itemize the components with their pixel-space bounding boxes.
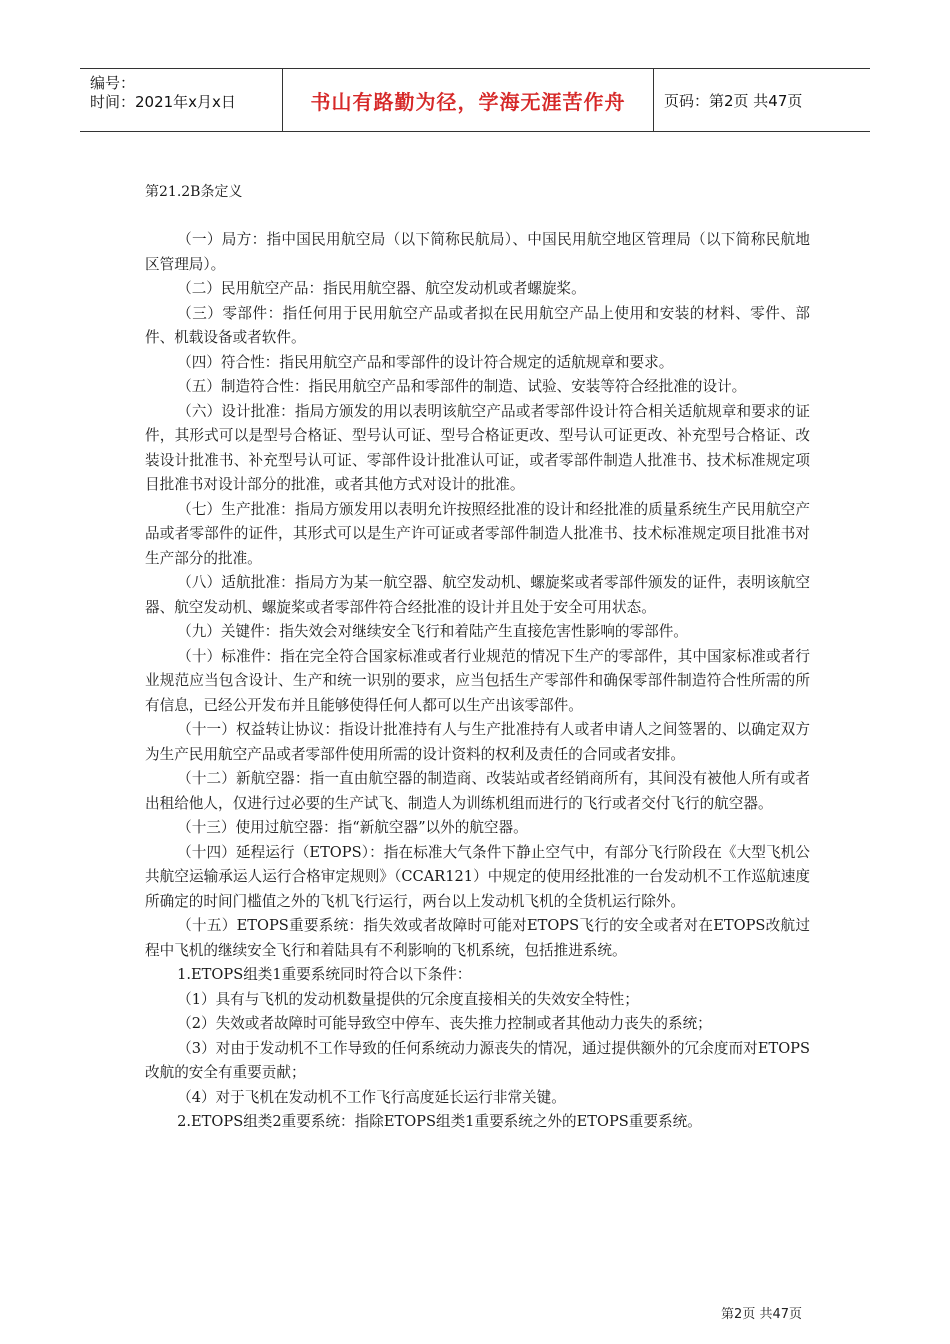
paragraph: （六）设计批准：指局方颁发的用以表明该航空产品或者零部件设计符合相关适航规章和要求的证件，其形式可以是型号合格证、型号认可证、型号合格证更改、型号认可证更改、补充型号合格证、改装设计批准书、补充型号认可证、零部件设计批准认可证，或者零部件制造人批准书、技术标准规定项目批准书对设计部分的批准，或者其他方式对设计的批准。 [145, 402, 810, 493]
motto: 书山有路勤为径，学海无涯苦作舟 [310, 89, 626, 114]
paragraph: （一）局方：指中国民用航空局（以下简称民航局）、中国民用航空地区管理局（以下简称民航地区管理局）。 [145, 231, 810, 273]
paragraph: （七）生产批准：指局方颁发用以表明允许按照经批准的设计和经批准的质量系统生产民用航空产品或者零部件的证件，其形式可以是生产许可证或者零部件制造人批准书、技术标准规定项目批准书对生产部分的批准。 [145, 500, 810, 567]
paragraph: （十）标准件：指在完全符合国家标准或者行业规范的情况下生产的零部件，其中国家标准或者行业规范应当包含设计、生产和统一识别的要求，应当包括生产零部件和确保零部件制造符合性所需的所有信息，已经公开发布并且能够使得任何人都可以生产出该零部件。 [145, 647, 810, 714]
header-motto-cell [282, 69, 654, 131]
paragraph: （4）对于飞机在发动机不工作飞行高度延长运行非常关键。 [177, 1088, 566, 1106]
paragraph: （3）对由于发动机不工作导致的任何系统动力源丧失的情况，通过提供额外的冗余度而对ETOPS改航的安全有重要贡献； [145, 1039, 810, 1081]
paragraph: （十五）ETOPS重要系统：指失效或者故障时可能对ETOPS飞行的安全或者对在ETOPS改航过程中飞机的继续安全飞行和着陆具有不利影响的飞机系统，包括推进系统。 [145, 917, 810, 959]
page-number: 页码：第2页 共47页 [664, 91, 803, 110]
paragraph: 1.ETOPS组类1重要系统同时符合以下条件： [177, 966, 472, 983]
paragraph: （二）民用航空产品：指民用航空器、航空发动机或者螺旋桨。 [177, 280, 586, 297]
paragraph: （三）零部件：指任何用于民用航空产品或者拟在民用航空产品上使用和安装的材料、零件、部件、机载设备或者软件。 [145, 304, 810, 346]
page-header [80, 68, 870, 132]
paragraph: （十三）使用过航空器：指“新航空器”以外的航空器。 [177, 819, 528, 836]
document-number: 编号： [90, 74, 136, 92]
paragraph: （十二）新航空器：指一直由航空器的制造商、改装站或者经销商所有，其间没有被他人所有或者出租给他人，仅进行过必要的生产试飞、制造人为训练机组而进行的飞行或者交付飞行的航空器。 [145, 770, 810, 812]
page-footer: 第2页 共47页 [721, 1307, 802, 1322]
paragraph: （1）具有与飞机的发动机数量提供的冗余度直接相关的失效安全特性； [177, 990, 639, 1008]
paragraph: （九）关键件：指失效会对继续安全飞行和着陆产生直接危害性影响的零部件。 [177, 623, 688, 640]
paragraph: （十一）权益转让协议：指设计批准持有人与生产批准持有人或者申请人之间签署的、以确定双方为生产民用航空产品或者零部件使用所需的设计资料的权利及责任的合同或者安排。 [145, 721, 810, 763]
header-meta [80, 69, 282, 131]
document-date: 时间：2021年x月x日 [90, 93, 236, 111]
paragraph: （2）失效或者故障时可能导致空中停车、丧失推力控制或者其他动力丧失的系统； [177, 1015, 712, 1032]
paragraph: （八）适航批准：指局方为某一航空器、航空发动机、螺旋桨或者零部件颁发的证件，表明该航空器、航空发动机、螺旋桨或者零部件符合经批准的设计并且处于安全可用状态。 [145, 574, 810, 616]
section-title: 第21.2B条定义 [145, 184, 243, 200]
paragraph: 2.ETOPS组类2重要系统：指除ETOPS组类1重要系统之外的ETOPS重要系统。 [177, 1113, 702, 1130]
document-body [145, 182, 810, 1135]
paragraph: （五）制造符合性：指民用航空产品和零部件的制造、试验、安装等符合经批准的设计。 [177, 378, 747, 395]
header-page-cell [654, 69, 870, 131]
paragraph: （四）符合性：指民用航空产品和零部件的设计符合规定的适航规章和要求。 [177, 353, 674, 371]
paragraph: （十四）延程运行（ETOPS）：指在标准大气条件下静止空气中，有部分飞行阶段在《大型飞机公共航空运输承运人运行合格审定规则》（CCAR121）中规定的使用经批准的一台发动机不工作巡航速度所确定的时间门槛值之外的飞机飞行运行，两台以上发动机飞机的全货机运行除外。 [145, 843, 810, 910]
